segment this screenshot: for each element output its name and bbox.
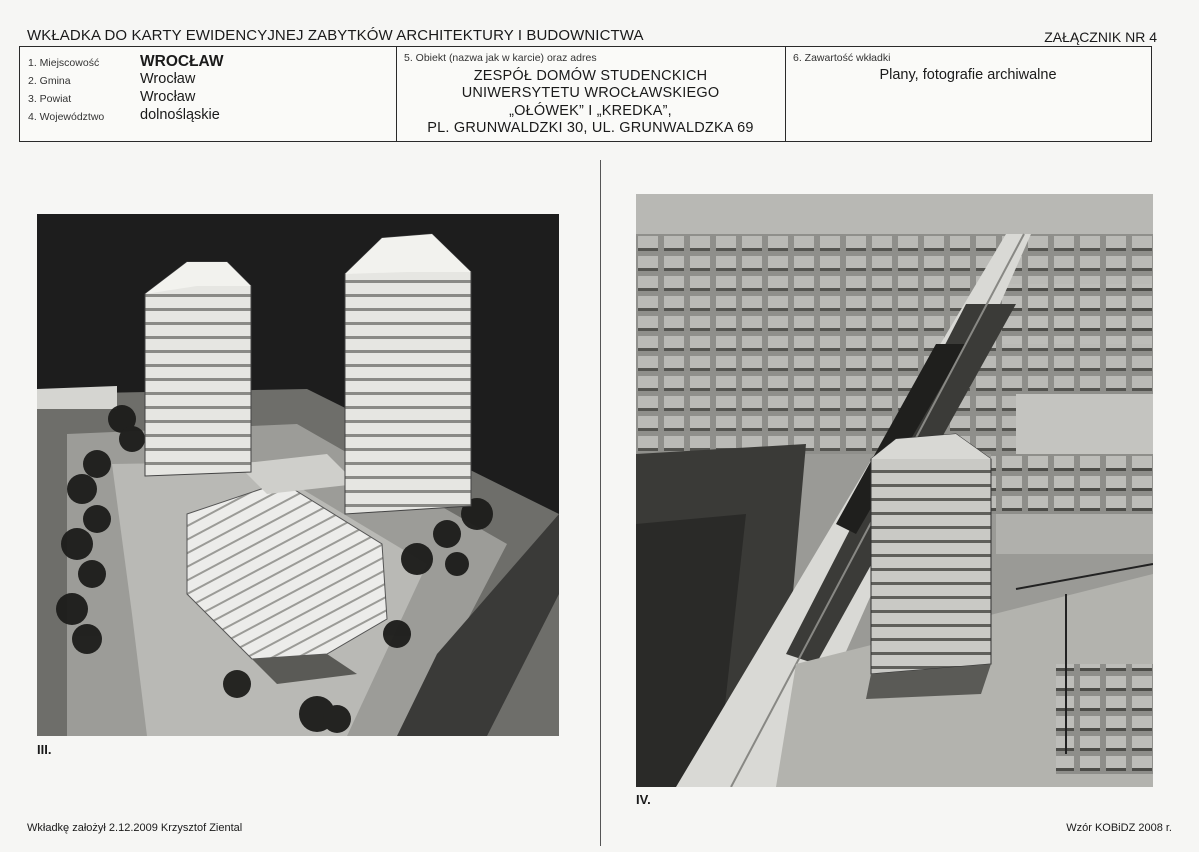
photo-number-iii: III.	[37, 742, 52, 757]
object-address	[396, 68, 785, 138]
county-label: 3. Powiat	[28, 93, 72, 105]
object-line: „OŁÓWEK” I „KREDKA”,	[509, 102, 672, 119]
footer-template: Wzór KOBiDZ 2008 r.	[1066, 822, 1172, 834]
document-title: WKŁADKA DO KARTY EWIDENCYJNEJ ZABYTKÓW ARCHITEKTURY I BUDOWNICTWA	[27, 27, 644, 44]
aerial-photo-image	[636, 194, 1153, 787]
model-photo	[37, 214, 559, 736]
voivodeship-label: 4. Województwo	[28, 111, 105, 123]
object-section	[396, 47, 786, 141]
attachment-number: ZAŁĄCZNIK NR 4	[1044, 29, 1157, 45]
contents-section	[785, 47, 1151, 141]
object-line: PL. GRUNWALDZKI 30, UL. GRUNWALDZKA 69	[427, 120, 754, 137]
object-label: 5. Obiekt (nazwa jak w karcie) oraz adres	[404, 52, 597, 64]
model-photo-image	[37, 214, 559, 736]
location-label: 1. Miejscowość	[28, 57, 100, 69]
info-table	[19, 46, 1152, 142]
municipality-value: Wrocław	[140, 71, 196, 87]
location-value: WROCŁAW	[140, 53, 224, 70]
column-divider	[600, 160, 601, 846]
contents-value: Plany, fotografie archiwalne	[879, 67, 1057, 83]
object-line: ZESPÓŁ DOMÓW STUDENCKICH	[473, 68, 708, 84]
aerial-photo	[636, 194, 1153, 787]
photo-number-iv: IV.	[636, 792, 651, 807]
contents-label: 6. Zawartość wkładki	[793, 52, 891, 64]
object-line: UNIWERSYTETU WROCŁAWSKIEGO	[461, 85, 720, 102]
municipality-label: 2. Gmina	[28, 75, 71, 87]
voivodeship-value: dolnośląskie	[140, 107, 220, 123]
county-value: Wrocław	[140, 89, 196, 105]
location-section	[20, 47, 397, 141]
footer-author: Wkładkę założył 2.12.2009 Krzysztof Ziental	[27, 822, 243, 834]
